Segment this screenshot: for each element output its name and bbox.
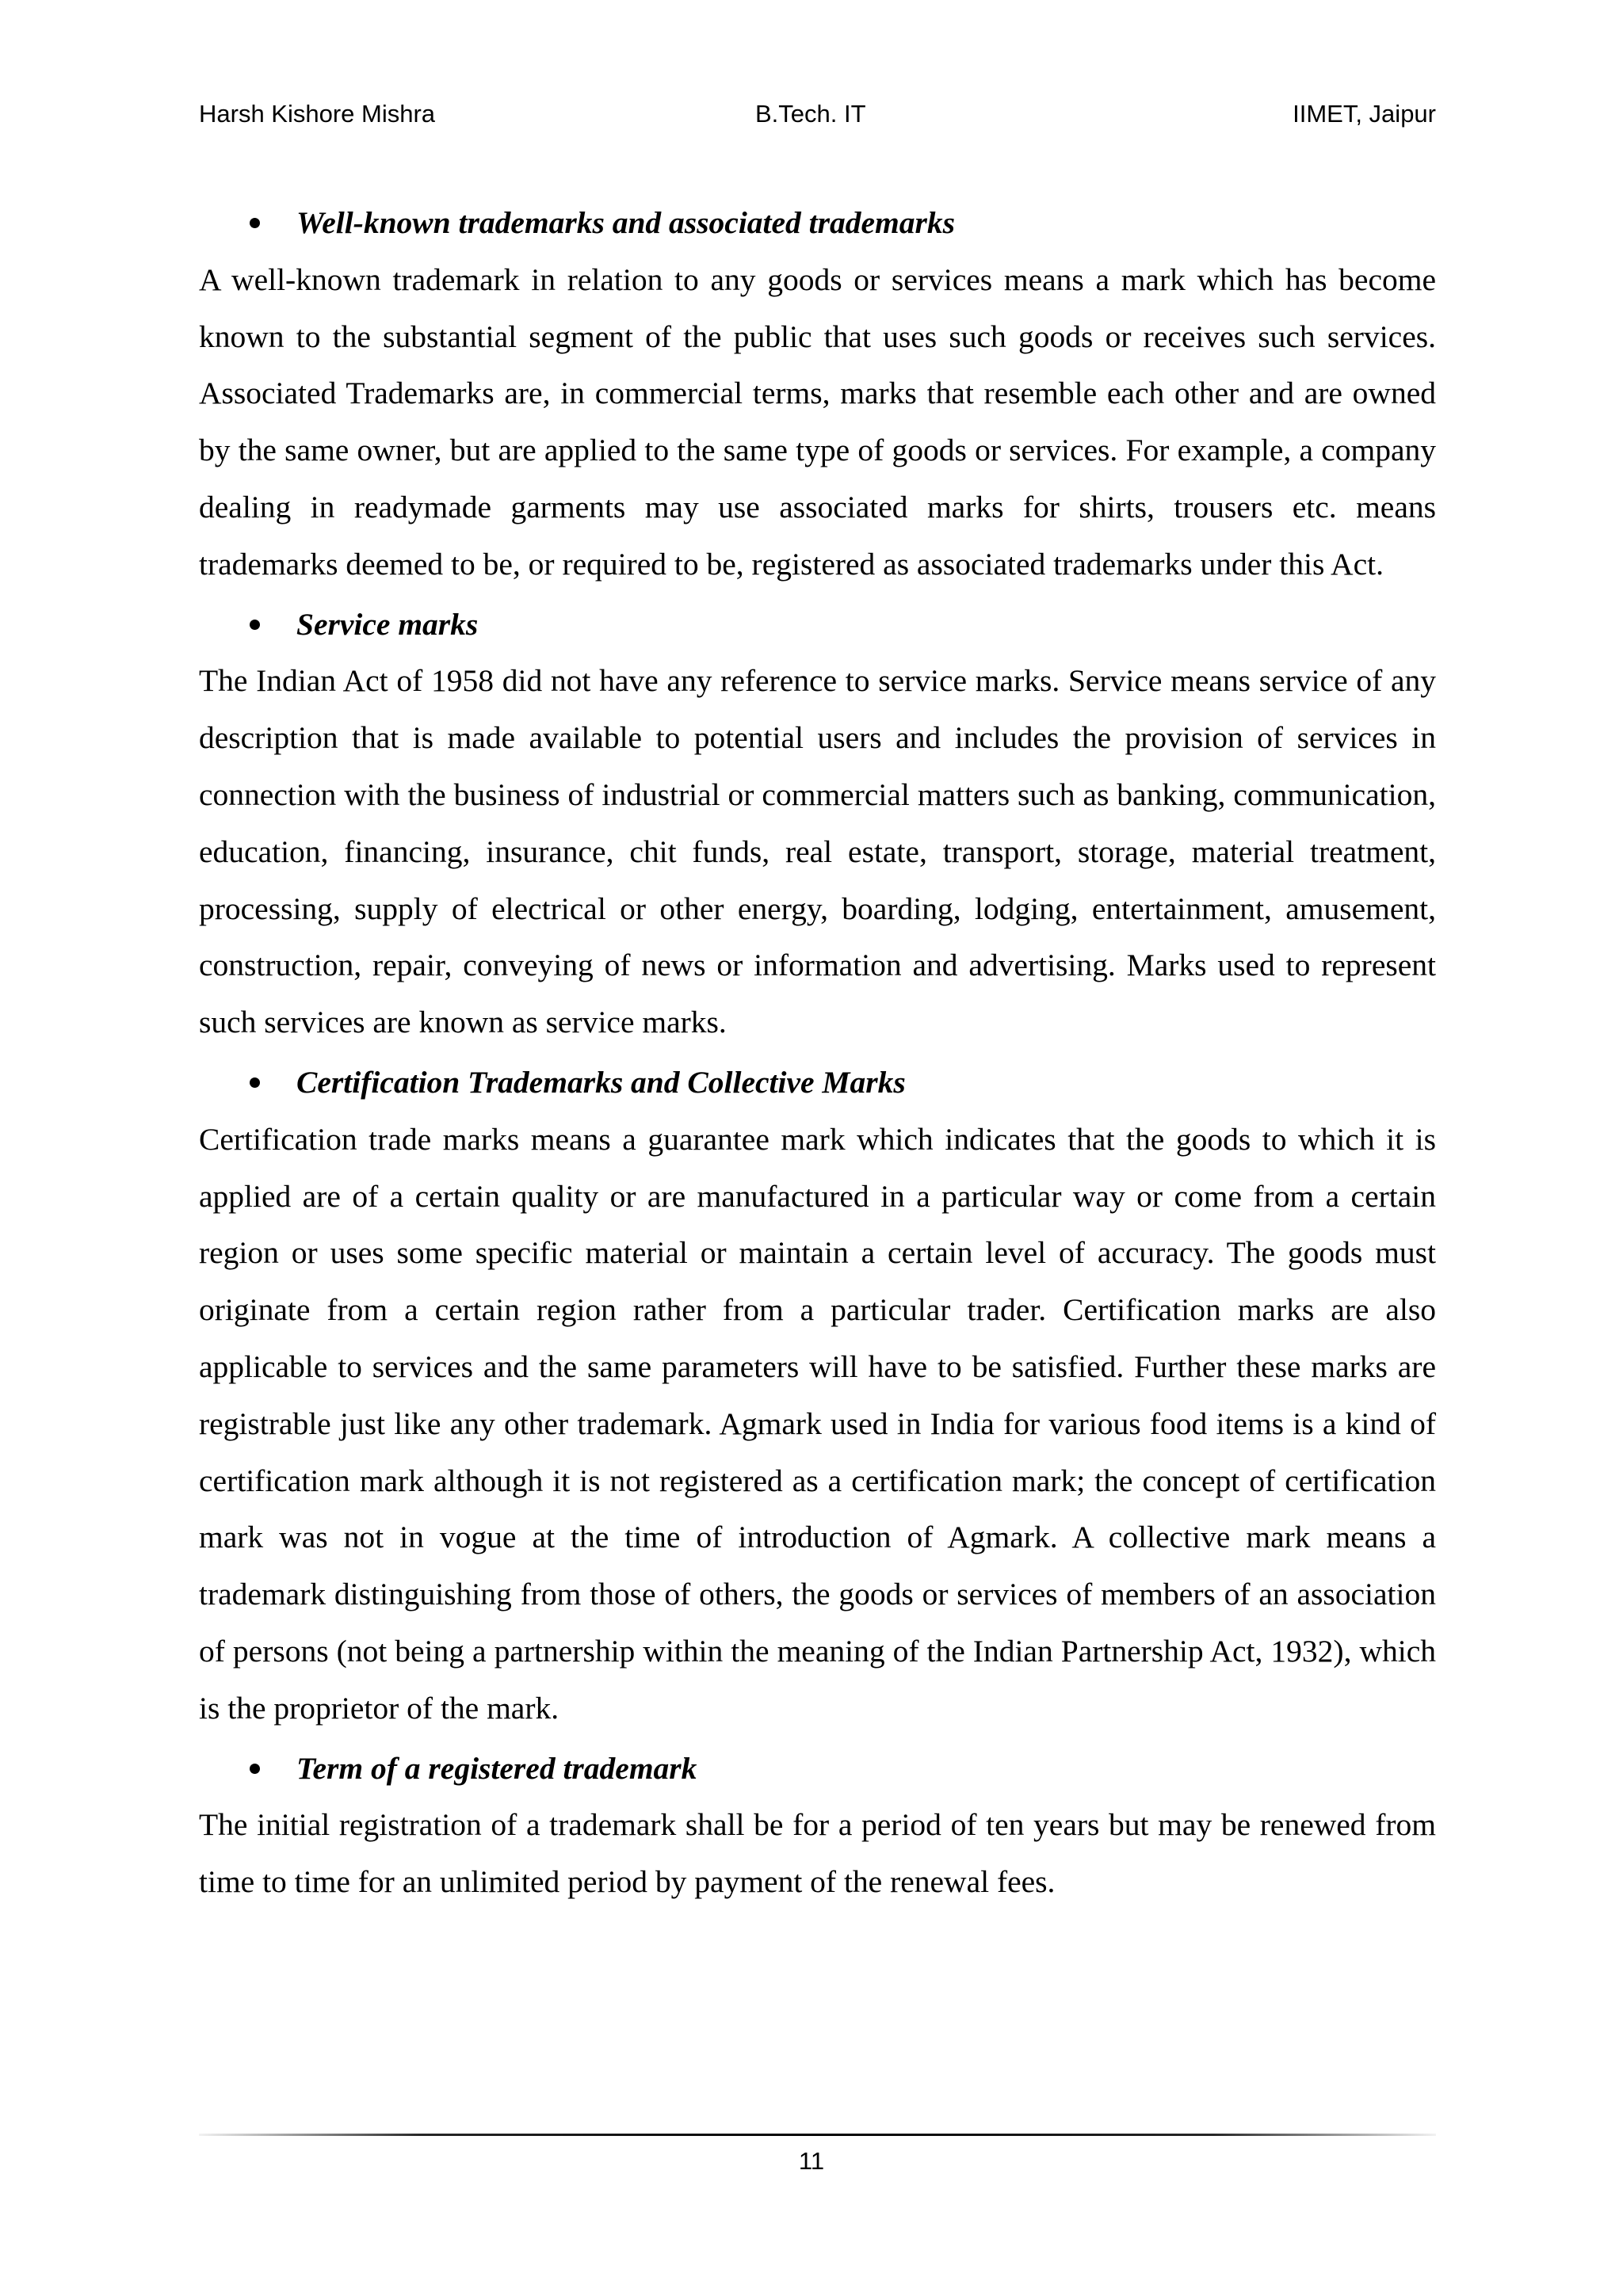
header-author: Harsh Kishore Mishra: [199, 100, 436, 128]
bullet-icon: [250, 620, 260, 630]
section-heading-text: Term of a registered trademark: [296, 1750, 697, 1786]
section-heading-text: Service marks: [296, 606, 479, 642]
section-heading-term-registered-trademark: [199, 1741, 1436, 1798]
section-body-term-registered-trademark: The initial registration of a trademark shall be for a period of ten years but may be renewed from time to time for an unlimited period by payment of the renewal fees.: [199, 1807, 1436, 1900]
section-body-certification-trademarks: Certification trade marks means a guarantee mark which indicates that the goods to which it is applied are of a certain quality or are manufactured in a particular way or come from a certain region or uses some specific material or maintain a certain level of accuracy. The goods must originate from a certain region rather from a particular trader. Certification marks are also applicable to services and the same parameters will have to be satisfied. Further these marks are registrable just like any other trademark. Agmark used in India for various food items is a kind of certification mark although it is not registered as a certification mark; the concept of certification mark was not in vogue at the time of introduction of Agmark. A collective mark means a trademark distinguishing from those of others, the goods or services of members of an association of persons (not being a partnership within the meaning of the Indian Partnership Act, 1932), which is the proprietor of the mark.: [199, 1121, 1436, 1726]
bullet-icon: [250, 218, 260, 228]
page-number: 11: [798, 2147, 825, 2175]
section-heading-service-marks: [199, 597, 1436, 654]
section-heading-well-known-trademarks: [199, 195, 1436, 252]
section-body-service-marks: The Indian Act of 1958 did not have any reference to service marks. Service means service of any description that is made available to potential users and includes the provision of services in connection with the business of industrial or commercial matters such as banking, communication, education, financing, insurance, chit funds, real estate, transport, storage, material treatment, processing, supply of electrical or other energy, boarding, lodging, entertainment, amusement, construction, repair, conveying of news or information and advertising. Marks used to represent such services are known as service marks.: [199, 663, 1436, 1040]
footer-divider: [199, 2134, 1436, 2136]
section-heading-certification-trademarks: [199, 1055, 1436, 1112]
page-header: [199, 98, 1436, 138]
bullet-icon: [250, 1077, 260, 1088]
header-institute: IIMET, Jaipur: [1293, 100, 1436, 128]
bullet-icon: [250, 1764, 260, 1774]
section-body-well-known-trademarks: A well-known trademark in relation to any goods or services means a mark which has become known to the substantial segment of the public that uses such goods or receives such services. Associated Trademarks are, in commercial terms, marks that resemble each other and are owned by the same owner, but are applied to the same type of goods or services. For example, a company dealing in readymade garments may use associated marks for shirts, trousers etc. means trademarks deemed to be, or required to be, registered as associated trademarks under this Act.: [199, 261, 1436, 582]
page-content: [199, 195, 1436, 1914]
section-heading-text: Well-known trademarks and associated trademarks: [296, 205, 956, 240]
section-heading-text: Certification Trademarks and Collective Marks: [296, 1064, 906, 1100]
header-course: B.Tech. IT: [755, 100, 866, 128]
